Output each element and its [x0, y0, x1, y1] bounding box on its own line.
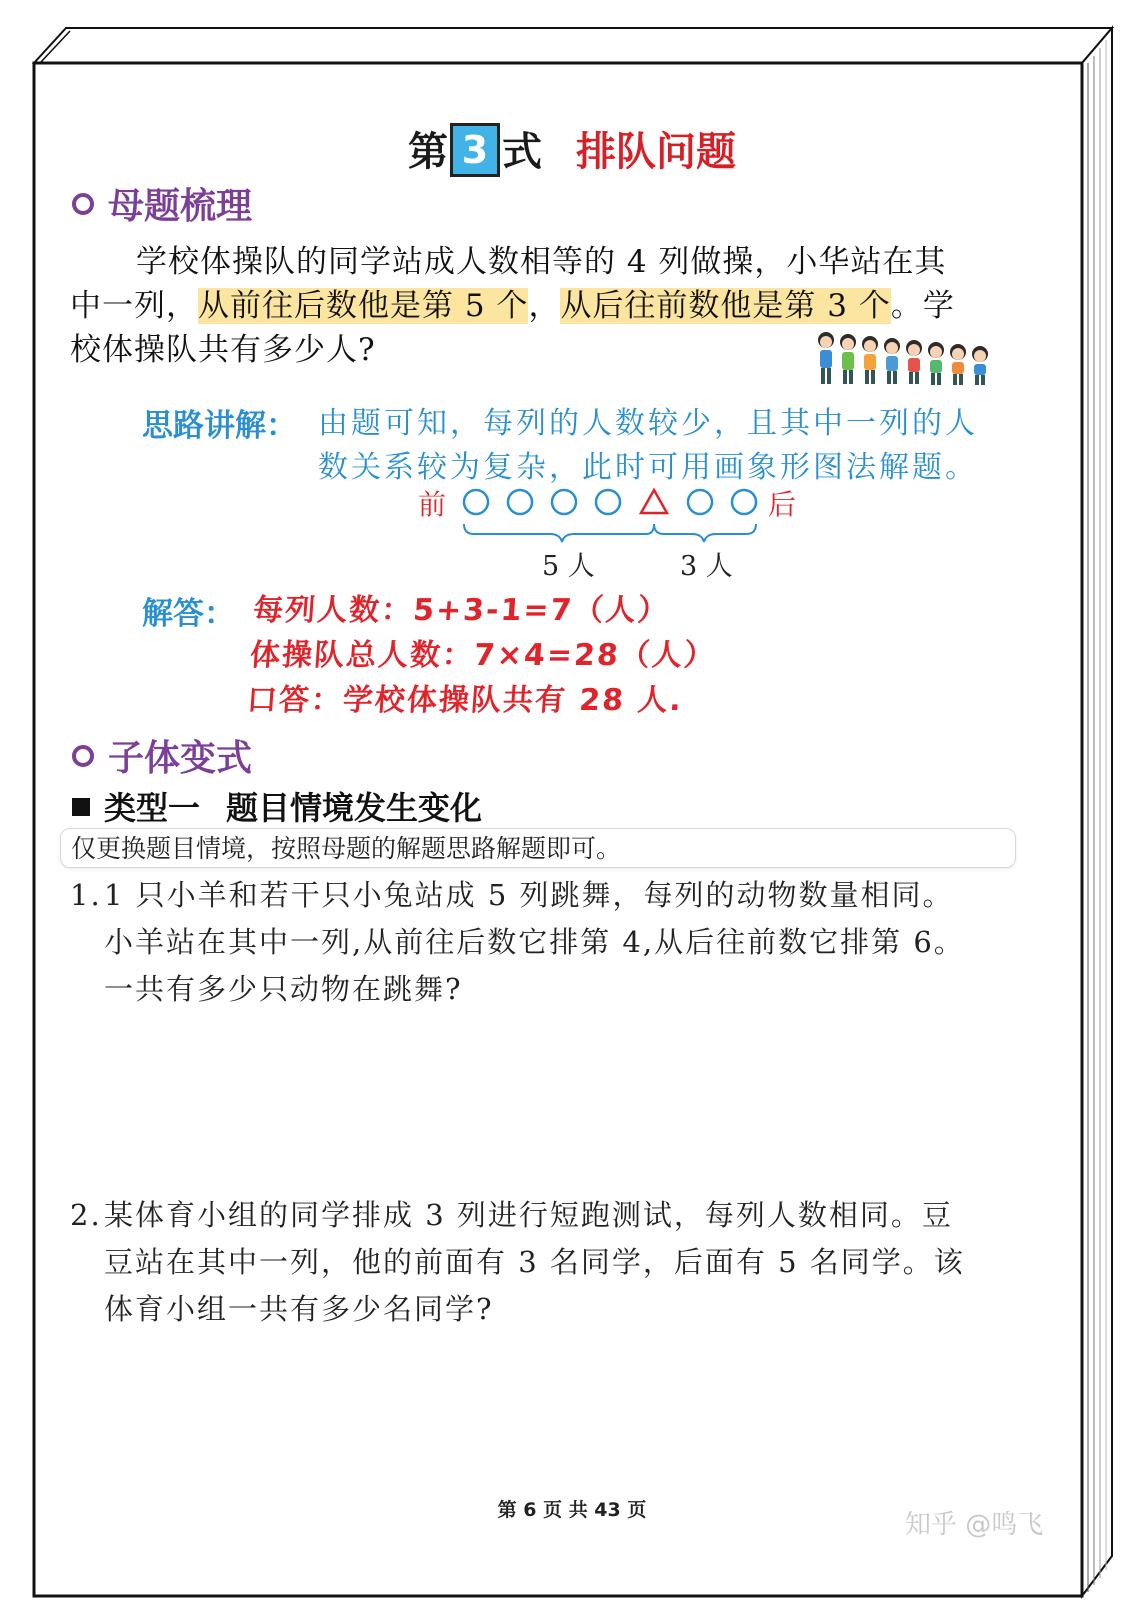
- section-heading-variants: [72, 730, 252, 781]
- left-brace: [464, 524, 654, 542]
- square-bullet-icon: [72, 798, 90, 816]
- exercise-text: 某体育小组的同学排成 3 列进行短跑测试，每列人数相同。豆: [104, 1198, 953, 1232]
- circle-bullet-icon: [72, 193, 94, 215]
- person-circle: [732, 490, 756, 514]
- exercise-2: [70, 1192, 1015, 1333]
- answer-line-1: 每列人数：5+3-1=7（人）: [251, 593, 671, 628]
- thinking-line-2: 数关系较为复杂，此时可用画象形图法解题。: [318, 450, 978, 485]
- title-number-badge: 3: [450, 123, 500, 177]
- queue-diagram: [410, 480, 810, 585]
- person-circle: [596, 490, 620, 514]
- problem-line-1: 学校体操队的同学站成人数相等的 4 列做操，小华站在其: [136, 244, 947, 280]
- xiaohua-triangle-icon: [641, 490, 667, 513]
- tip-box: 仅更换题目情境，按照母题的解题思路解题即可。: [60, 828, 1016, 868]
- person-circle: [464, 490, 488, 514]
- child-figures: [818, 332, 988, 385]
- exercise-line: 豆站在其中一列，他的前面有 3 名同学，后面有 5 名同学。该: [104, 1245, 965, 1279]
- problem-text: 。学: [890, 288, 955, 324]
- circle-bullet-icon: [72, 745, 94, 767]
- right-brace: [654, 524, 756, 542]
- type-label: 类型一: [104, 789, 201, 827]
- answer-text: [245, 588, 720, 723]
- person-circle: [508, 490, 532, 514]
- section-heading-mother: [72, 178, 252, 229]
- exercise-number: 1.: [70, 878, 102, 912]
- section-label: 子体变式: [108, 738, 253, 779]
- exercise-number: 2.: [70, 1198, 102, 1232]
- exercise-line: 体育小组一共有多少名同学?: [104, 1292, 494, 1326]
- problem-line-2: [70, 284, 1015, 328]
- page-title: [0, 120, 1144, 181]
- person-circle: [552, 490, 576, 514]
- exercise-line: 小羊站在其中一列,从前往后数它排第 4,从后往前数它排第 6。: [104, 925, 965, 959]
- exercise-line: [70, 872, 1015, 919]
- type-heading: [72, 783, 482, 829]
- children-in-line-illustration: [808, 330, 1003, 390]
- answer-line-2: 体操队总人数：7×4=28（人）: [248, 638, 718, 673]
- exercise-line: [70, 1192, 1015, 1239]
- problem-text: 中一列，: [70, 288, 198, 324]
- front-label: 前: [418, 488, 447, 521]
- back-label: 后: [768, 488, 797, 521]
- left-count-label: 5 人: [542, 551, 595, 582]
- watermark: 知乎 @鸣飞: [905, 1510, 1044, 1540]
- section-label: 母题梳理: [108, 186, 253, 227]
- thinking-text: [318, 402, 1018, 490]
- type-title: 题目情境发生变化: [226, 789, 483, 827]
- page-number-footer: 第 6 页 共 43 页: [497, 1499, 647, 1521]
- answer-label: 解答：: [142, 596, 235, 632]
- title-prefix: 第: [408, 129, 448, 175]
- title-suffix: 式: [502, 129, 542, 175]
- exercise-1: [70, 872, 1015, 1013]
- problem-text: ，: [528, 288, 561, 324]
- person-circle: [688, 490, 712, 514]
- thinking-label: 思路讲解：: [142, 408, 297, 444]
- right-count-label: 3 人: [680, 551, 733, 582]
- exercise-line: 一共有多少只动物在跳舞?: [104, 972, 463, 1006]
- title-name: 排队问题: [576, 129, 736, 175]
- answer-line-3: 口答：学校体操队共有 28 人.: [245, 683, 685, 718]
- highlight-front-count: 从前往后数他是第 5 个: [198, 288, 529, 324]
- problem-line-3: 校体操队共有多少人?: [70, 332, 376, 368]
- thinking-line-1: 由题可知，每列的人数较少，且其中一列的人: [318, 406, 978, 441]
- highlight-back-count: 从后往前数他是第 3 个: [560, 288, 891, 324]
- exercise-text: 1 只小羊和若干只小兔站成 5 列跳舞，每列的动物数量相同。: [104, 878, 954, 912]
